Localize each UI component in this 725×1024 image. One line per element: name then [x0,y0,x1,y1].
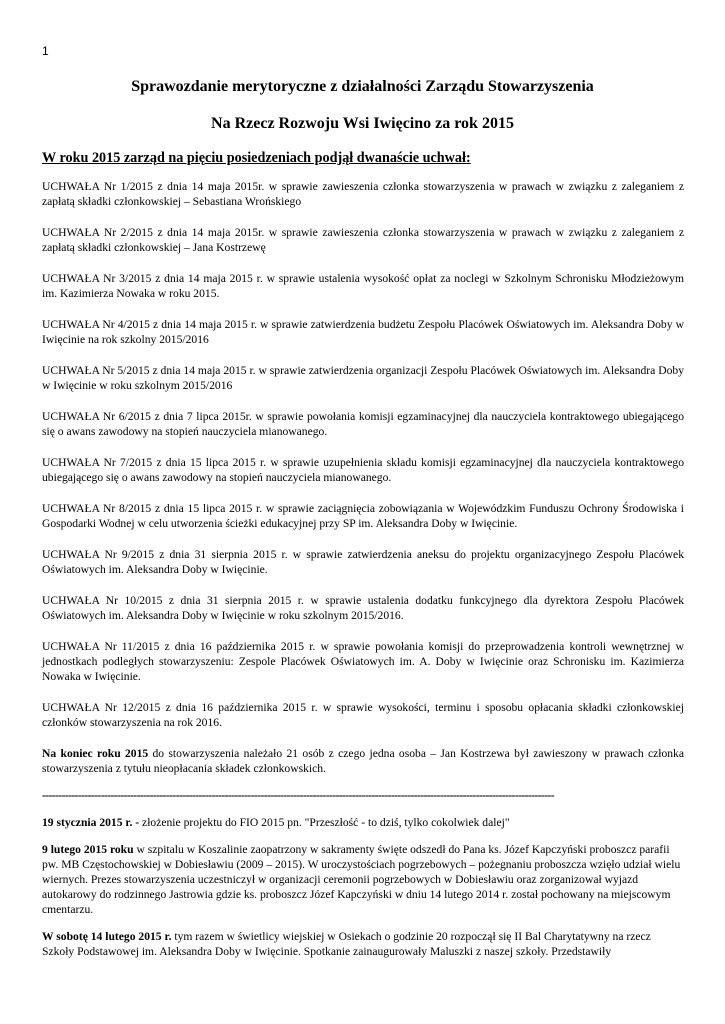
page-number: 1 [42,44,49,58]
summary-lead: Na koniec roku 2015 [42,747,149,760]
resolution-3: UCHWAŁA Nr 3/2015 z dnia 14 maja 2015 r. w sprawie ustalenia wysokość opłat za noclegi w Szkolnym Schronisku Młodzieżowym im. Kazimierza Nowaka w roku 2015. [42,272,684,300]
resolution-11: UCHWAŁA Nr 11/2015 z dnia 16 października 2015 r. w sprawie powołania komisji do przeprowadzenia kontroli wewnętrznej w jednostkach podległych stowarzyszeniu: Zespole Placówek Oświatowych im. A. Doby w Iwięcinie oraz Schronisku im. Kazimierza Nowaka w Iwięcinie. [42,640,684,683]
event-item [42,929,684,959]
resolution-10: UCHWAŁA Nr 10/2015 z dnia 31 sierpnia 2015 r. w sprawie ustalenia dodatku funkcyjnego dla dyrektora Zespołu Placówek Oświatowych im. Aleksandra Doby w Iwięcinie w roku szkolnym 2015/2016. [42,594,684,622]
event-item [42,842,684,917]
event-item [42,815,684,830]
resolution-2: UCHWAŁA Nr 2/2015 z dnia 14 maja 2015r. w sprawie zawieszenia członka stowarzyszenia w prawach w związku z zaleganiem z zapłatą składki członkowskiej – Jana Kostrzewę [42,226,684,254]
document-body [42,179,684,971]
resolution-7: UCHWAŁA Nr 7/2015 z dnia 15 lipca 2015 r. w sprawie uzupełnienia składu komisji egzaminacyjnej dla nauczyciela kontraktowego ubiegającego się o awans zawodowy na stopień nauczyciela mianowanego. [42,456,684,484]
event-date: W sobotę 14 lutego 2015 r. [42,930,172,943]
event-text: w szpitalu w Koszalinie zaopatrzony w sakramenty święte odszedł do Pana ks. Józef Kapczyński proboszcz parafii pw. MB Częstochowskiej w Dobiesławiu (2009 – 2015). W uroczystościach pogrzebowych – pożegnaniu proboszcza wzięło udział wielu wiernych. Prezes stowarzyszenia uczestniczył w organizacji ceremonii pogrzebowych w Dobiesławiu oraz zorganizował wyjazd autokarowy do rodzinnego Jastrowia gdzie ks. proboszcz Józef Kapczyński w dniu 14 lutego 2014 r. został pochowany na miejscowym cmentarzu. [42,843,681,916]
summary-text: do stowarzyszenia należało 21 osób z czego jedna osoba – Jan Kostrzewa był zawieszony w prawach członka stowarzyszenia z tytułu nieopłacania składek członkowskich. [42,747,684,775]
report-title: Sprawozdanie merytoryczne z działalności Zarządu Stowarzyszenia [131,78,594,95]
event-date: 9 lutego 2015 roku [42,843,134,856]
resolution-8: UCHWAŁA Nr 8/2015 z dnia 15 lipca 2015 r. w sprawie zaciągnięcia zobowiązania w Wojewódzkim Funduszu Ochrony Środowiska i Gospodarki Wodnej w celu utworzenia ścieżki edukacyjnej przy SP im. Aleksandra Doby w Iwięcinie. [42,502,684,530]
event-text: złożenie projektu do FIO 2015 pn. "Przeszłość - to dziś, tylko cokolwiek dalej" [139,816,510,829]
event-date: 19 stycznia 2015 r. - [42,816,140,829]
resolution-5: UCHWAŁA Nr 5/2015 z dnia 14 maja 2015 r. w sprawie zatwierdzenia organizacji Zespołu Placówek Oświatowych im. Aleksandra Doby w Iwięcinie w roku szkolnym 2015/2016 [42,364,684,392]
event-text: tym razem w świetlicy wiejskiej w Osiekach o godzinie 20 rozpoczął się II Bal Charytatywny na rzecz Szkoły Podstawowej im. Aleksandra Doby w Iwięcinie. Spotkanie zainaugurowały Maluszki z naszej szkoły. Przedstawiły [42,930,651,958]
organization-title: Na Rzecz Rozwoju Wsi Iwięcino za rok 2015 [211,115,514,132]
resolution-1: UCHWAŁA Nr 1/2015 z dnia 14 maja 2015r. w sprawie zawieszenia członka stowarzyszenia w prawach w związku z zaleganiem z zapłatą składki członkowskiej – Sebastiana Wrońskiego [42,180,684,208]
membership-summary [42,746,684,776]
resolution-12: UCHWAŁA Nr 12/2015 z dnia 16 października 2015 r. w sprawie wysokości, terminu i sposobu opłacania składki członkowskiej członków stowarzyszenia na rok 2016. [42,701,684,729]
section-divider: ------------------------------------------------------------------------------------------------------------------------------------------------------------- [42,789,554,802]
resolution-9: UCHWAŁA Nr 9/2015 z dnia 31 sierpnia 2015 r. w sprawie zatwierdzenia aneksu do projektu organizacyjnego Zespołu Placówek Oświatowych im. Aleksandra Doby w Iwięcinie. [42,548,684,576]
resolutions-heading: W roku 2015 zarząd na pięciu posiedzeniach podjął dwanaście uchwał: [42,150,471,166]
resolution-4: UCHWAŁA Nr 4/2015 z dnia 14 maja 2015 r. w sprawie zatwierdzenia budżetu Zespołu Placówek Oświatowych im. Aleksandra Doby w Iwięcinie na rok szkolny 2015/2016 [42,318,684,346]
resolution-6: UCHWAŁA Nr 6/2015 z dnia 7 lipca 2015r. w sprawie powołania komisji egzaminacyjnej dla nauczyciela kontraktowego ubiegającego się o awans zawodowy na stopień nauczyciela mianowanego. [42,410,684,438]
